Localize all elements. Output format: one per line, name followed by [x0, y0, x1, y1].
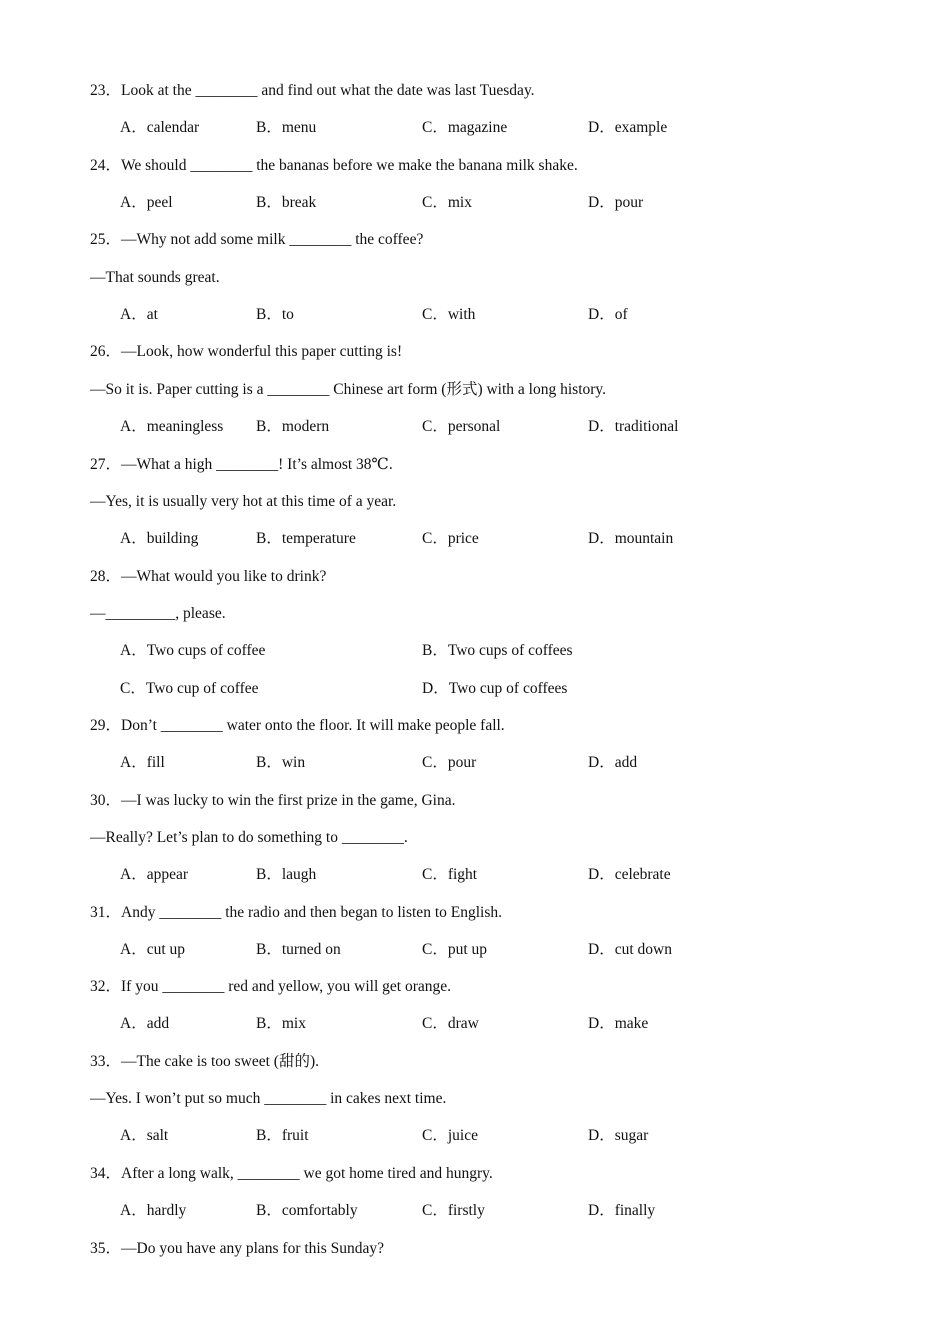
question-26-reply: —So it is. Paper cutting is a ________ Chinese art form (形式) with a long history.	[90, 381, 607, 398]
question-27-stem: 27．—What a high ________! It’s almost 38℃.	[90, 456, 393, 473]
q26-option-b: B．modern	[256, 418, 330, 435]
q33-option-c: C．juice	[422, 1127, 478, 1144]
q29-option-b: B．win	[256, 754, 306, 771]
q31-option-a: A．cut up	[120, 941, 186, 958]
question-27-reply: —Yes, it is usually very hot at this time of a year.	[90, 493, 397, 510]
question-35-stem: 35．—Do you have any plans for this Sunday?	[90, 1240, 385, 1257]
question-32-stem: 32．If you ________ red and yellow, you will get orange.	[90, 978, 452, 995]
q32-option-a: A．add	[120, 1015, 170, 1032]
question-33-stem: 33．—The cake is too sweet (甜的).	[90, 1053, 319, 1070]
q33-option-d: D．sugar	[588, 1127, 649, 1144]
question-28-stem: 28．—What would you like to drink?	[90, 568, 327, 585]
question-25-stem: 25．—Why not add some milk ________ the coffee?	[90, 231, 424, 248]
q29-option-a: A．fill	[120, 754, 165, 771]
q24-option-d: D．pour	[588, 194, 644, 211]
q30-option-d: D．celebrate	[588, 866, 671, 883]
q26-option-d: D．traditional	[588, 418, 679, 435]
question-28-reply: —_________, please.	[90, 605, 226, 622]
question-31-stem: 31．Andy ________ the radio and then began to listen to English.	[90, 904, 502, 921]
q28-option-c: C．Two cup of coffee	[120, 680, 259, 697]
question-24-stem: 24．We should ________ the bananas before we make the banana milk shake.	[90, 157, 578, 174]
q32-option-d: D．make	[588, 1015, 649, 1032]
q34-option-c: C．firstly	[422, 1202, 485, 1219]
q26-option-a: A．meaningless	[120, 418, 224, 435]
q29-option-d: D．add	[588, 754, 638, 771]
q32-option-b: B．mix	[256, 1015, 306, 1032]
q26-option-c: C．personal	[422, 418, 501, 435]
q33-option-b: B．fruit	[256, 1127, 309, 1144]
q31-option-c: C．put up	[422, 941, 488, 958]
q34-option-b: B．comfortably	[256, 1202, 358, 1219]
q29-option-c: C．pour	[422, 754, 477, 771]
q31-option-b: B．turned on	[256, 941, 341, 958]
question-23-stem: 23．Look at the ________ and find out what the date was last Tuesday.	[90, 82, 535, 99]
q27-option-b: B．temperature	[256, 530, 356, 547]
q34-option-d: D．finally	[588, 1202, 656, 1219]
q25-option-d: D．of	[588, 306, 628, 323]
q30-option-a: A．appear	[120, 866, 188, 883]
question-25-reply: —That sounds great.	[90, 269, 220, 286]
q28-option-a: A．Two cups of coffee	[120, 642, 266, 659]
question-29-stem: 29．Don’t ________ water onto the floor. It will make people fall.	[90, 717, 505, 734]
q34-option-a: A．hardly	[120, 1202, 187, 1219]
q27-option-d: D．mountain	[588, 530, 674, 547]
q25-option-b: B．to	[256, 306, 294, 323]
q24-option-a: A．peel	[120, 194, 173, 211]
question-34-stem: 34．After a long walk, ________ we got home tired and hungry.	[90, 1165, 493, 1182]
question-30-stem: 30．—I was lucky to win the first prize in the game, Gina.	[90, 792, 456, 809]
q24-option-b: B．break	[256, 194, 317, 211]
question-26-stem: 26．—Look, how wonderful this paper cutting is!	[90, 343, 403, 360]
q23-option-a: A．calendar	[120, 119, 200, 136]
q23-option-c: C．magazine	[422, 119, 508, 136]
q31-option-d: D．cut down	[588, 941, 672, 958]
q28-option-b: B．Two cups of coffees	[422, 642, 573, 659]
q23-option-b: B．menu	[256, 119, 317, 136]
q25-option-a: A．at	[120, 306, 158, 323]
question-30-reply: —Really? Let’s plan to do something to ________.	[90, 829, 408, 846]
q24-option-c: C．mix	[422, 194, 472, 211]
q23-option-d: D．example	[588, 119, 668, 136]
q25-option-c: C．with	[422, 306, 476, 323]
question-33-reply: —Yes. I won’t put so much ________ in cakes next time.	[90, 1090, 447, 1107]
q30-option-c: C．fight	[422, 866, 478, 883]
q27-option-c: C．price	[422, 530, 479, 547]
q30-option-b: B．laugh	[256, 866, 317, 883]
q27-option-a: A．building	[120, 530, 199, 547]
q33-option-a: A．salt	[120, 1127, 169, 1144]
q28-option-d: D．Two cup of coffees	[422, 680, 568, 697]
q32-option-c: C．draw	[422, 1015, 479, 1032]
